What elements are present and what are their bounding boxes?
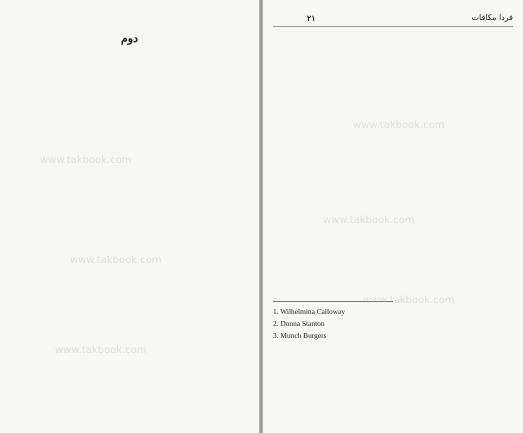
text-line — [10, 189, 249, 200]
footnote: 1. Wilhelmina Calloway — [273, 307, 346, 317]
text-line — [10, 273, 249, 284]
text-line — [10, 200, 249, 211]
text-line — [273, 54, 513, 65]
page-number: ۲۱ — [307, 13, 316, 23]
text-line — [273, 228, 513, 239]
footnote: 3. Munch Burgers — [273, 331, 327, 341]
text-line — [10, 144, 249, 155]
running-header — [273, 12, 513, 27]
text-line — [10, 329, 249, 340]
text-line — [10, 385, 249, 396]
left-page-body — [10, 71, 249, 433]
text-line — [273, 183, 513, 194]
text-line — [273, 133, 513, 144]
footnotes — [273, 306, 513, 342]
text-line — [273, 166, 513, 177]
text-line — [273, 144, 513, 155]
text-line — [10, 262, 249, 273]
text-line — [273, 99, 513, 110]
text-line — [10, 222, 249, 233]
watermark: www.takbook.com — [40, 155, 132, 166]
text-line — [273, 122, 513, 133]
text-line — [10, 284, 249, 295]
text-line — [273, 110, 513, 121]
text-line — [273, 251, 513, 262]
right-page-body — [273, 32, 513, 295]
text-line — [273, 284, 513, 295]
text-line — [273, 155, 513, 166]
text-line — [10, 82, 249, 93]
text-line — [10, 352, 249, 363]
text-line — [273, 88, 513, 99]
text-line — [10, 133, 249, 144]
text-line — [10, 111, 249, 122]
running-header-title: فردا مکافات — [471, 13, 513, 22]
watermark: www.takbook.com — [55, 345, 147, 356]
text-line — [10, 374, 249, 385]
watermark: www.takbook.com — [353, 120, 445, 131]
footnote: 2. Donna Stanton — [273, 319, 325, 329]
section-title: دوم — [120, 32, 139, 45]
text-line — [273, 217, 513, 228]
text-line — [273, 206, 513, 217]
left-page — [0, 0, 259, 433]
text-line — [10, 296, 249, 307]
text-line — [10, 234, 249, 245]
text-line — [273, 43, 513, 54]
text-line — [10, 99, 249, 110]
text-line — [10, 251, 249, 262]
text-line — [10, 307, 249, 318]
text-line — [10, 211, 249, 222]
text-line — [10, 178, 249, 189]
right-page — [263, 0, 523, 433]
watermark: www.takbook.com — [70, 255, 162, 266]
text-line — [10, 402, 249, 413]
text-line — [10, 167, 249, 178]
text-line — [273, 77, 513, 88]
text-line — [273, 239, 513, 250]
text-line — [273, 32, 513, 43]
text-line — [10, 122, 249, 133]
text-line — [10, 71, 249, 82]
watermark: www.takbook.com — [363, 295, 455, 306]
text-line — [273, 273, 513, 284]
text-line — [273, 66, 513, 77]
text-line — [10, 318, 249, 329]
text-line — [10, 363, 249, 374]
text-line — [273, 195, 513, 206]
text-line — [273, 262, 513, 273]
text-line — [10, 340, 249, 351]
text-line — [10, 413, 249, 424]
watermark: www.takbook.com — [323, 215, 415, 226]
text-line — [10, 425, 249, 433]
text-line — [10, 155, 249, 166]
footnote-divider — [273, 301, 393, 302]
